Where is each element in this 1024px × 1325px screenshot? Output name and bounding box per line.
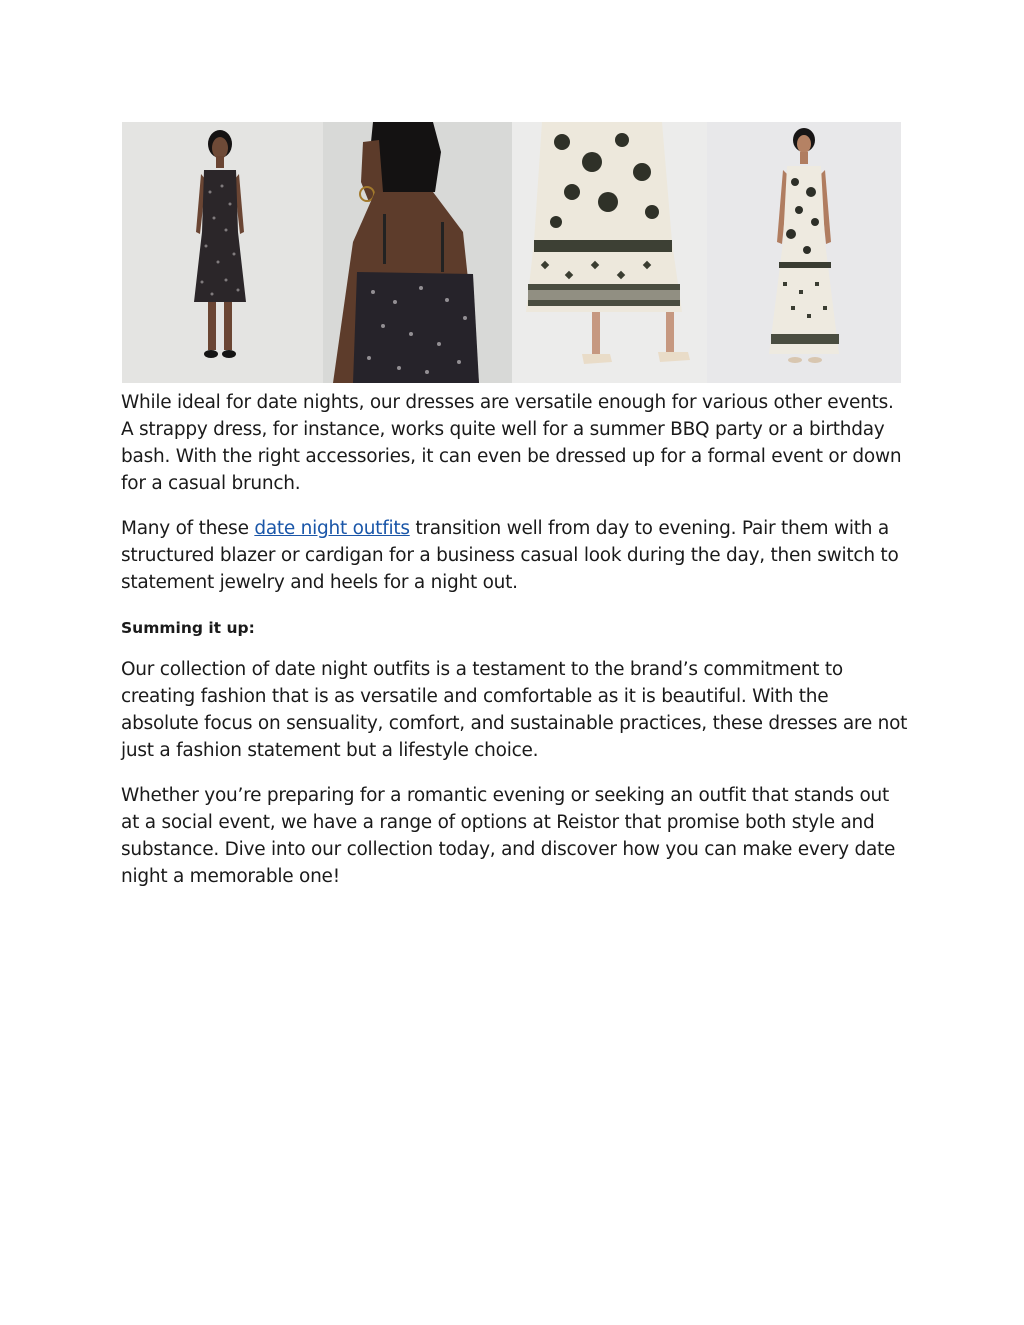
paragraph-closing: Whether you’re preparing for a romantic evening or seeking an outfit that stands out at a social event, we have a range of options at Reistor that promise both style and substance. Dive into our collection today, and discover how you can make every date night a memorable one! [121, 785, 896, 887]
woman-in-floral-strappy-mini-dress-photo [122, 122, 323, 383]
paragraph-versatility: While ideal for date nights, our dresses are versatile enough for various other events. A strappy dress, for instance, works quite well for a summer BBQ party or a birthday bash. With the right accessories, it can even be dressed up for a formal event or down for a casual brunch. [121, 392, 902, 494]
product-image-strip [122, 122, 901, 383]
section-heading-summing-up: Summing it up: [121, 619, 255, 637]
tiered-printed-maxi-skirt-closeup-photo [512, 122, 707, 383]
paragraph-trail-text: transition well from day to evening. Pair them with a structured blazer or cardigan for a business casual look during the day, then switch to statement jewelry and heels for a night out. [121, 518, 899, 593]
back-view-dress-straps-photo [323, 122, 512, 383]
woman-in-printed-maxi-dress-photo [707, 122, 901, 383]
paragraph-collection-summary: Our collection of date night outfits is a testament to the brand’s commitment to creating fashion that is as versatile and comfortable as it is beautiful. With the absolute focus on sensuality, comfort, and sustainable practices, these dresses are not just a fashion statement but a lifestyle choice. [121, 659, 908, 761]
article-body [121, 389, 911, 890]
date-night-outfits-link[interactable]: date night outfits [254, 518, 410, 539]
paragraph-lead-text: Many of these [121, 518, 255, 539]
paragraph-day-to-evening [121, 515, 911, 596]
